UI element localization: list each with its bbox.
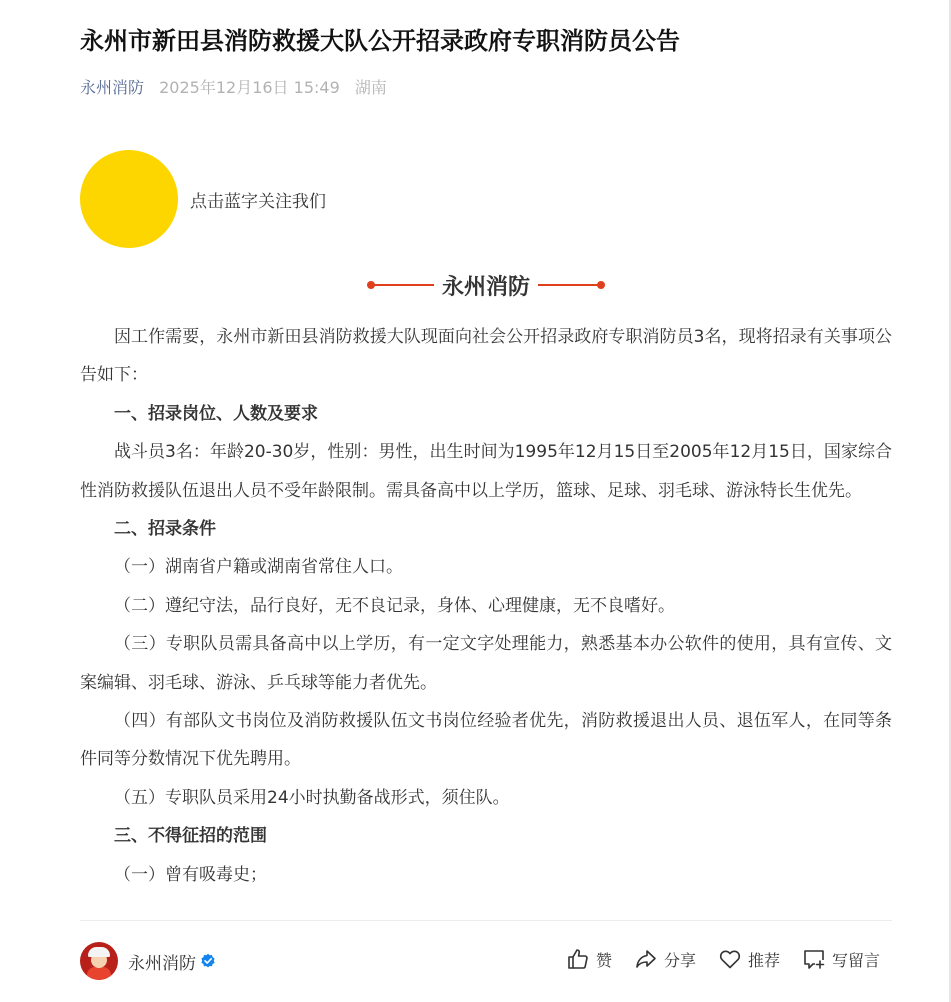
condition-1: （一）湖南省户籍或湖南省常住人口。 bbox=[114, 557, 403, 578]
bottom-divider bbox=[80, 920, 892, 921]
comment-label: 写留言 bbox=[832, 950, 881, 970]
follow-banner[interactable] bbox=[80, 150, 326, 248]
recommend-button[interactable] bbox=[718, 947, 780, 971]
publish-datetime: 2025年12月16日 15:49 bbox=[159, 78, 340, 97]
condition-4: （四）有部队文书岗位及消防救援队伍文书岗位经验者优先，消防救援退出人员、退伍军人，在同等条件同等分数情况下优先聘用。 bbox=[80, 711, 892, 770]
condition-2: （二）遵纪守法，品行良好，无不良记录，身体、心理健康，无不良嗜好。 bbox=[114, 595, 675, 616]
publish-location: 湖南 bbox=[354, 78, 387, 97]
follow-text: 点击蓝字关注我们 bbox=[190, 191, 326, 212]
article-body bbox=[80, 318, 892, 894]
brand-line-left bbox=[370, 284, 434, 286]
verified-badge-icon bbox=[200, 953, 216, 969]
thumbs-up-icon bbox=[566, 947, 590, 971]
follow-circle-icon bbox=[80, 150, 178, 248]
share-label: 分享 bbox=[664, 950, 697, 970]
author-info[interactable] bbox=[80, 942, 216, 980]
article-meta bbox=[80, 76, 387, 100]
author-name[interactable]: 永州消防 bbox=[128, 953, 196, 974]
bottom-action-bar bbox=[0, 920, 951, 1002]
recommend-label: 推荐 bbox=[748, 950, 781, 970]
action-buttons bbox=[566, 947, 880, 971]
article-title: 永州市新田县消防救援大队公开招录政府专职消防员公告 bbox=[80, 27, 680, 55]
author-avatar[interactable] bbox=[80, 942, 118, 980]
share-icon bbox=[634, 947, 658, 971]
condition-5: （五）专职队员采用24小时执勤备战形式，须住队。 bbox=[114, 787, 510, 808]
like-button[interactable] bbox=[566, 947, 612, 971]
comment-button[interactable] bbox=[802, 947, 880, 971]
brand-name: 永州消防 bbox=[441, 274, 530, 300]
share-button[interactable] bbox=[634, 947, 696, 971]
section-heading-1: 一、招录岗位、人数及要求 bbox=[114, 403, 318, 424]
avatar-body-shape bbox=[87, 967, 111, 980]
paragraph-positions: 战斗员3名：年龄20-30岁，性别：男性，出生时间为1995年12月15日至2005年12月15日，国家综合性消防救援队伍退出人员不受年龄限制。需具备高中以上学历，篮球、足球、羽毛球、游泳特长生优先。 bbox=[80, 442, 892, 501]
brand-line-right bbox=[538, 284, 602, 286]
section-heading-3: 三、不得征招的范围 bbox=[114, 826, 267, 847]
like-label: 赞 bbox=[596, 950, 613, 970]
comment-icon bbox=[802, 947, 826, 971]
paragraph-intro: 因工作需要，永州市新田县消防救援大队现面向社会公开招录政府专职消防员3名，现将招录有关事项公告如下： bbox=[80, 327, 892, 386]
heart-icon bbox=[718, 947, 742, 971]
condition-3: （三）专职队员需具备高中以上学历，有一定文字处理能力，熟悉基本办公软件的使用，具有宣传、文案编辑、羽毛球、游泳、乒乓球等能力者优先。 bbox=[80, 634, 892, 693]
avatar-helmet-shape bbox=[88, 947, 110, 957]
exclusion-1: （一）曾有吸毒史； bbox=[114, 864, 267, 885]
account-name-link[interactable]: 永州消防 bbox=[80, 78, 145, 97]
brand-heading bbox=[80, 266, 892, 304]
section-heading-2: 二、招录条件 bbox=[114, 519, 216, 540]
